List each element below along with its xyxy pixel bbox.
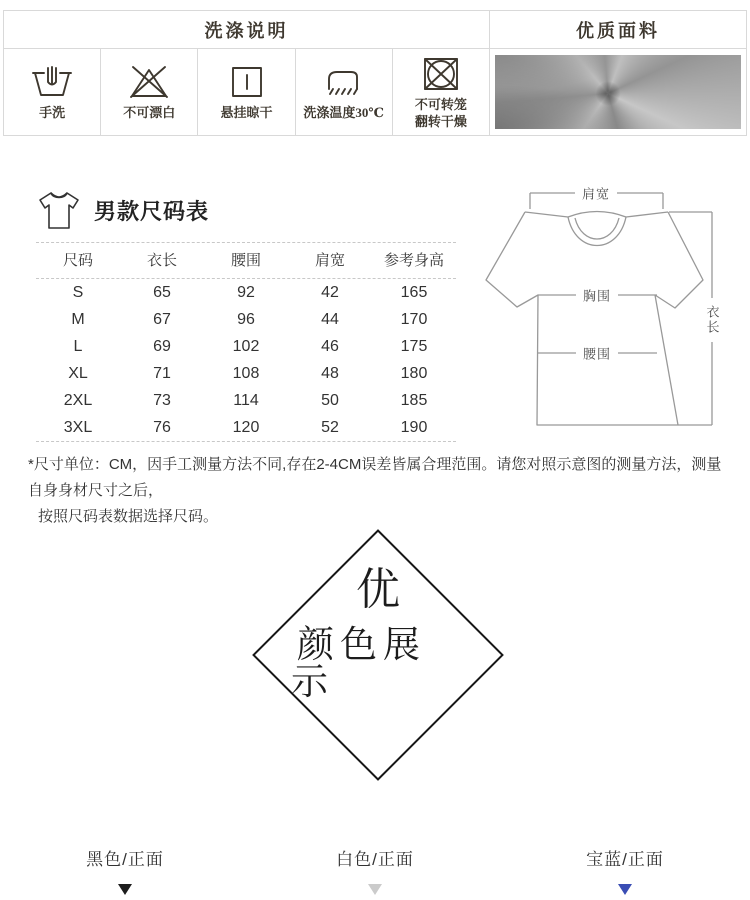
cell-waist: 102 (232, 338, 260, 355)
cell-length: 71 (153, 365, 171, 382)
badge-top-text: 优 (356, 565, 400, 614)
fabric-photo-cell (490, 49, 746, 135)
care-label: 不可漂白 (123, 105, 176, 121)
down-arrow-icon (118, 884, 132, 895)
size-chart-title: 男款尺码表 (94, 198, 210, 224)
care-label: 不可转笼 (414, 97, 467, 113)
down-arrow-icon (618, 884, 632, 895)
color-label: 黑色/正面 (86, 850, 164, 869)
cell-height: 175 (400, 338, 428, 355)
cell-waist: 96 (237, 311, 255, 328)
garment-length-label: 衣长 (703, 298, 722, 342)
washing-instructions-header: 洗涤说明 (4, 11, 490, 48)
badge-content (291, 565, 465, 702)
color-item-royal-blue (500, 845, 750, 895)
iron-temp-icon (322, 64, 366, 100)
column-header: 参考身高 (383, 252, 444, 269)
table-row (36, 414, 456, 441)
cell-length: 69 (153, 338, 171, 355)
cell-shoulder: 50 (321, 392, 339, 409)
color-display-badge-inner (291, 565, 465, 742)
table-row (36, 387, 456, 414)
tshirt-icon (36, 189, 82, 231)
cell-size: S (72, 284, 84, 301)
color-display-badge (252, 529, 504, 781)
care-cell-iron-temp (296, 49, 393, 135)
care-label: 手洗 (39, 105, 66, 121)
cell-height: 180 (400, 365, 428, 382)
cell-length: 73 (153, 392, 171, 409)
care-instructions-table (3, 10, 747, 136)
badge-main-text: 颜色展示 (291, 624, 426, 702)
cell-size: 2XL (63, 392, 93, 409)
no-tumble-dry-icon (419, 56, 463, 92)
table-row (36, 360, 456, 387)
no-bleach-icon (127, 64, 171, 100)
cell-height: 185 (400, 392, 428, 409)
size-chart-title-row (36, 188, 456, 232)
quality-fabric-header: 优质面料 (576, 20, 660, 41)
care-cell-hang-dry (198, 49, 295, 135)
size-note-line1: *尺寸单位：CM，因手工测量方法不同,存在2-4CM误差皆属合理范围。请您对照示意图的测量方法，测量自身身材尺寸之后， (28, 456, 722, 499)
care-label: 悬挂晾干 (220, 105, 273, 121)
cell-height: 165 (400, 284, 428, 301)
hand-wash-icon (30, 64, 74, 100)
table-row (36, 306, 456, 333)
cell-length: 67 (153, 311, 171, 328)
size-table (36, 242, 456, 442)
cell-size: XL (68, 365, 88, 382)
fabric-swirl-image (495, 55, 741, 129)
column-header: 肩宽 (314, 252, 345, 269)
size-table-body (36, 279, 456, 441)
column-header: 腰围 (230, 252, 261, 269)
color-item-white (250, 845, 500, 895)
color-labels-row (0, 845, 750, 895)
care-cell-hand-wash (4, 49, 101, 135)
column-header: 衣长 (146, 252, 177, 269)
cell-waist: 108 (232, 365, 260, 382)
cell-length: 76 (153, 419, 171, 436)
care-label: 洗涤温度30℃ (303, 105, 384, 121)
color-label: 宝蓝/正面 (586, 850, 664, 869)
cell-shoulder: 42 (321, 284, 339, 301)
cell-shoulder: 46 (321, 338, 339, 355)
cell-waist: 92 (237, 284, 255, 301)
down-arrow-icon (368, 884, 382, 895)
size-note (28, 452, 733, 530)
color-item-black (0, 845, 250, 895)
tshirt-measurement-diagram (480, 185, 725, 437)
cell-waist: 120 (232, 419, 260, 436)
waist-label: 腰围 (576, 344, 618, 363)
cell-size: L (73, 338, 83, 355)
cell-size: M (71, 311, 85, 328)
cell-size: 3XL (63, 419, 93, 436)
cell-shoulder: 44 (321, 311, 339, 328)
size-table-bottom-rule (36, 441, 456, 442)
hang-dry-icon (225, 64, 269, 100)
care-icon-cells (4, 49, 490, 135)
care-table-body-row (4, 49, 746, 135)
chest-label: 胸围 (576, 286, 618, 305)
cell-length: 65 (153, 284, 171, 301)
shoulder-width-label: 肩宽 (575, 184, 617, 203)
table-row (36, 279, 456, 306)
care-label-line2: 翻转干燥 (414, 113, 467, 129)
size-chart-section (36, 188, 456, 442)
color-label: 白色/正面 (336, 850, 414, 869)
table-row (36, 333, 456, 360)
column-header: 尺码 (62, 252, 93, 269)
size-table-header (36, 243, 456, 279)
cell-shoulder: 48 (321, 365, 339, 382)
care-cell-no-bleach (101, 49, 198, 135)
size-note-line2: 按照尺码表数据选择尺码。 (38, 508, 219, 525)
cell-waist: 114 (233, 392, 259, 409)
tshirt-outline-drawing (480, 185, 725, 437)
cell-shoulder: 52 (321, 419, 339, 436)
cell-height: 190 (400, 419, 428, 436)
care-table-header-row (4, 11, 746, 49)
cell-height: 170 (400, 311, 428, 328)
care-cell-no-tumble-dry (393, 49, 489, 135)
